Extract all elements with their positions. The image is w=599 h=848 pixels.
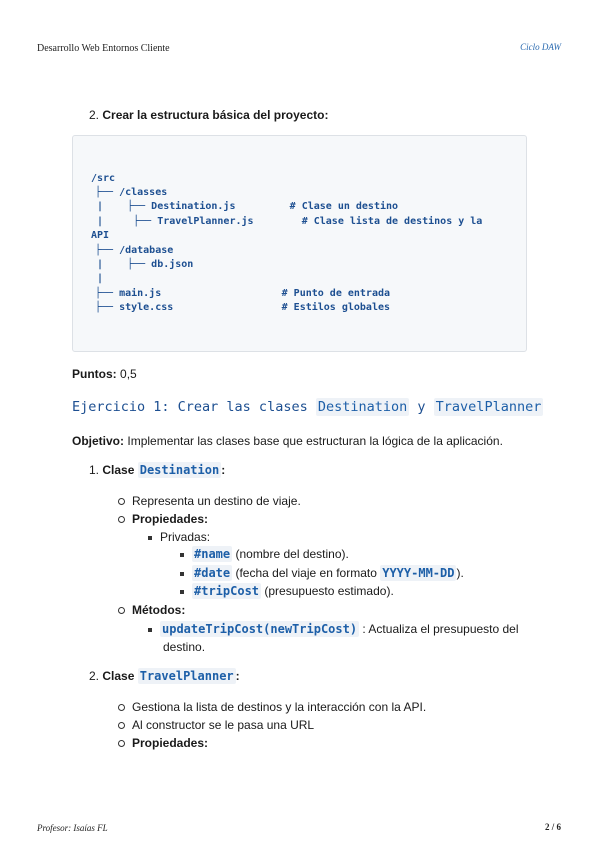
step-number: 2. <box>89 108 100 122</box>
objective-label: Objetivo: <box>72 434 125 448</box>
code-line: | ├── TravelPlanner.js # Clase lista de destinos y la <box>97 216 483 227</box>
prop-text: (fecha del viaje en formato <box>235 566 377 580</box>
bullet-icon <box>118 740 125 747</box>
item2-b1: Gestiona la lista de destinos y la interacción con la API. <box>132 700 427 714</box>
step-title: Crear la estructura básica del proyecto: <box>102 108 329 122</box>
bullet-icon <box>180 590 184 594</box>
code-line: ├── main.js # Punto de entrada <box>95 288 391 299</box>
list-item <box>148 530 210 544</box>
code-line: ├── /database <box>95 245 174 256</box>
bullet-icon <box>118 516 125 523</box>
bullet-icon <box>118 607 125 614</box>
list-item <box>118 603 185 617</box>
list-item <box>118 718 314 732</box>
code-line: | ├── db.json <box>97 259 194 270</box>
list-item <box>118 700 426 714</box>
exercise-class2: TravelPlanner <box>435 399 542 415</box>
puntos <box>72 367 137 381</box>
header-right: Ciclo DAW <box>520 42 561 52</box>
objective <box>72 434 503 448</box>
item1-props-label: Propiedades: <box>132 512 209 526</box>
exercise-class1: Destination <box>317 399 408 415</box>
code-line: | ├── Destination.js # Clase un destino <box>97 201 399 212</box>
exercise-y: y <box>417 399 426 415</box>
item1-heading <box>89 463 225 477</box>
exercise-heading <box>72 399 543 415</box>
item2-heading <box>89 669 240 683</box>
bullet-icon <box>118 722 125 729</box>
code-line: ├── /classes <box>95 187 168 198</box>
item2-colon: : <box>235 669 240 683</box>
prop-text: (presupuesto estimado). <box>264 584 394 598</box>
list-item <box>180 566 464 580</box>
prop-code: #tripCost <box>194 584 260 598</box>
item1-number: 1. <box>89 463 100 477</box>
item1-code: Destination <box>139 463 220 477</box>
bullet-icon <box>118 704 125 711</box>
footer-right: 2 / 6 <box>544 822 561 832</box>
code-block <box>72 135 527 352</box>
list-item <box>118 512 208 526</box>
item1-colon: : <box>221 463 226 477</box>
list-item <box>118 736 208 750</box>
item2-label: Clase <box>102 669 135 683</box>
exercise-prefix: Ejercicio 1: Crear las clases <box>72 399 308 415</box>
bullet-icon <box>118 498 125 505</box>
method-code: updateTripCost(newTripCost) <box>162 622 358 636</box>
list-item <box>180 547 349 561</box>
item2-b2: Al constructor se le pasa una URL <box>132 718 315 732</box>
item1-methods-label: Métodos: <box>132 603 186 617</box>
code-line: ├── style.css # Estilos globales <box>95 302 391 313</box>
prop-code: #date <box>194 566 231 580</box>
bullet-icon <box>180 572 184 576</box>
method-text: : Actualiza el presupuesto del <box>362 622 519 636</box>
code-line: /src <box>91 173 116 184</box>
bullet-icon <box>148 628 152 632</box>
prop-code: YYYY-MM-DD <box>382 566 455 580</box>
bullet-icon <box>148 536 152 540</box>
privadas-label: Privadas: <box>160 530 211 544</box>
objective-text: Implementar las clases base que estructuran la lógica de la aplicación. <box>127 434 503 448</box>
header-left: Desarrollo Web Entornos Cliente <box>37 43 170 54</box>
code-line: API <box>91 230 110 241</box>
prop-text: (nombre del destino). <box>235 547 349 561</box>
code-line: | <box>97 273 104 284</box>
item1-desc: Representa un destino de viaje. <box>132 494 301 508</box>
prop-code: #name <box>194 547 231 561</box>
prop-text: ). <box>456 566 464 580</box>
list-item <box>180 584 394 598</box>
item1-label: Clase <box>102 463 135 477</box>
puntos-label: Puntos: <box>72 367 117 381</box>
item2-number: 2. <box>89 669 100 683</box>
bullet-icon <box>180 553 184 557</box>
list-item <box>118 494 301 508</box>
puntos-value: 0,5 <box>120 367 137 381</box>
item2-b3: Propiedades: <box>132 736 209 750</box>
list-item <box>148 622 519 636</box>
method-text-cont: destino. <box>163 640 206 654</box>
item2-code: TravelPlanner <box>139 669 234 683</box>
step-2 <box>89 108 328 122</box>
footer-left: Profesor: Isaías FL <box>37 823 108 833</box>
